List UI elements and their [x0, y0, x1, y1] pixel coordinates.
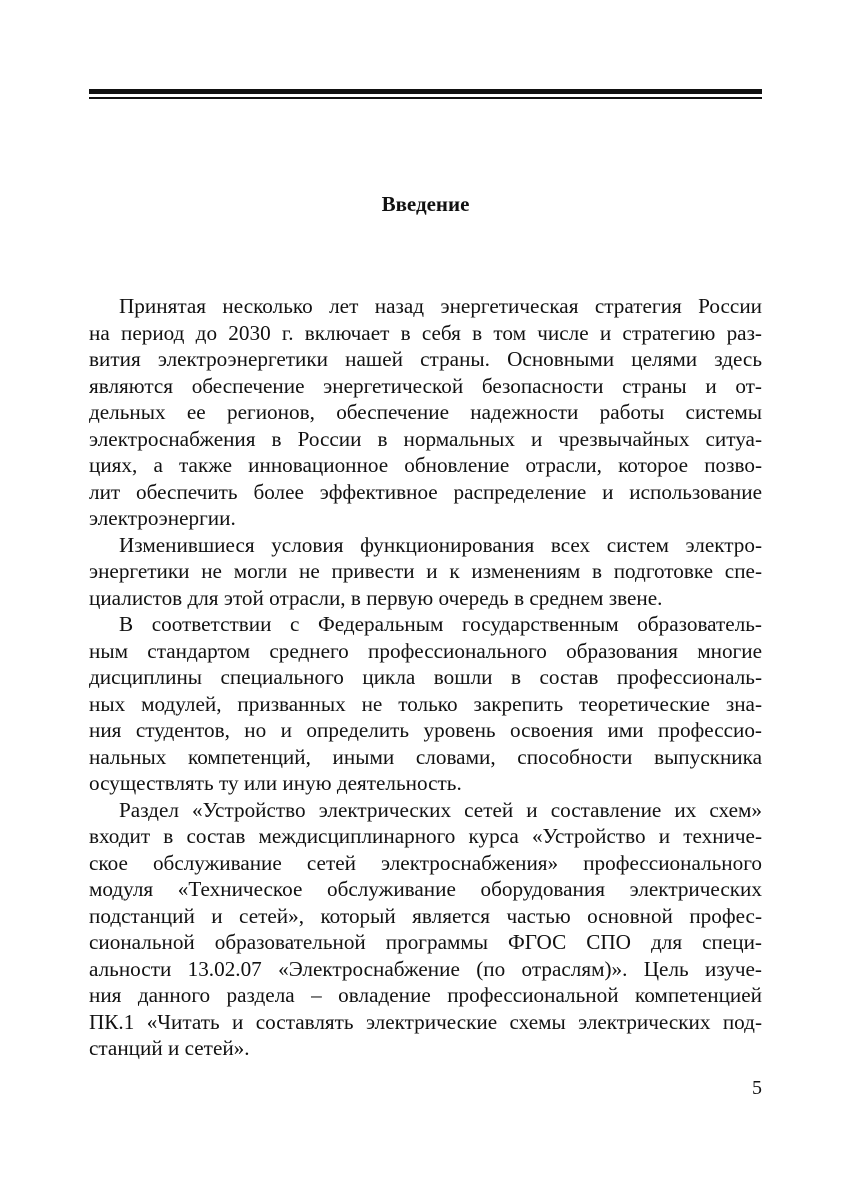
header-rule-thin — [89, 97, 762, 99]
text-line: альности 13.02.07 «Электроснабжение (по отраслям)». Цель изуче- — [89, 956, 762, 981]
text-line: ПК.1 «Читать и составлять электрические схемы электрических под- — [89, 1009, 762, 1034]
text-line: Изменившиеся условия функционирования всех систем электро- — [119, 532, 762, 557]
text-line: Принятая несколько лет назад энергетическая стратегия России — [119, 294, 762, 318]
text-line: на период до 2030 г. включает в себя в том числе и стратегию раз- — [89, 320, 762, 345]
paragraph-2 — [89, 532, 762, 612]
text-line: ным стандартом среднего профессионального образования многие — [89, 638, 762, 663]
text-line: подстанций и сетей», который является частью основной профес- — [89, 903, 762, 928]
text-line: нальных компетенций, иными словами, способности выпускника — [89, 744, 762, 769]
text-line: входит в состав междисциплинарного курса «Устройство и техниче- — [89, 824, 762, 848]
text-line: сиональной образовательной программы ФГОС СПО для специ- — [89, 930, 762, 954]
text-line: вития электроэнергетики нашей страны. Основными целями здесь — [89, 347, 762, 371]
text-line: модуля «Техническое обслуживание оборудования электрических — [89, 877, 762, 901]
text-line: лит обеспечить более эффективное распределение и использование — [89, 479, 762, 504]
page-number: 5 — [752, 1077, 762, 1099]
body-text — [89, 293, 762, 1062]
text-line: Раздел «Устройство электрических сетей и составление их схем» — [119, 797, 762, 822]
paragraph-4 — [89, 797, 762, 1062]
text-line: ния студентов, но и определить уровень освоения ими профессио- — [89, 718, 762, 742]
text-line: являются обеспечение энергетической безопасности страны и от- — [89, 373, 762, 398]
text-line: дельных ее регионов, обеспечение надежности работы системы — [89, 400, 762, 424]
text-line: В соответствии с Федеральным государственным образователь- — [119, 612, 762, 636]
chapter-title: Введение — [381, 192, 470, 216]
text-line: ния данного раздела – овладение профессиональной компетенцией — [89, 983, 762, 1007]
text-line: осуществлять ту или иную деятельность. — [89, 771, 462, 795]
text-line: электроснабжения в России в нормальных и чрезвычайных ситуа- — [89, 426, 762, 451]
text-line: станций и сетей». — [89, 1036, 250, 1060]
text-line: дисциплины специального цикла вошли в состав профессиональ- — [89, 665, 762, 689]
text-line: ных модулей, призванных не только закрепить теоретические зна- — [89, 691, 762, 716]
text-line: энергетики не могли не привести и к изменениям в подготовке спе- — [89, 559, 762, 583]
text-line: циалистов для этой отрасли, в первую очередь в среднем звене. — [89, 585, 663, 610]
text-line: электроэнергии. — [89, 506, 236, 530]
paragraph-1 — [89, 293, 762, 532]
paragraph-3 — [89, 611, 762, 797]
text-line: ское обслуживание сетей электроснабжения» профессионального — [89, 850, 762, 875]
text-line: циях, а также инновационное обновление отрасли, которое позво- — [89, 453, 762, 477]
header-rule-thick — [89, 89, 762, 94]
